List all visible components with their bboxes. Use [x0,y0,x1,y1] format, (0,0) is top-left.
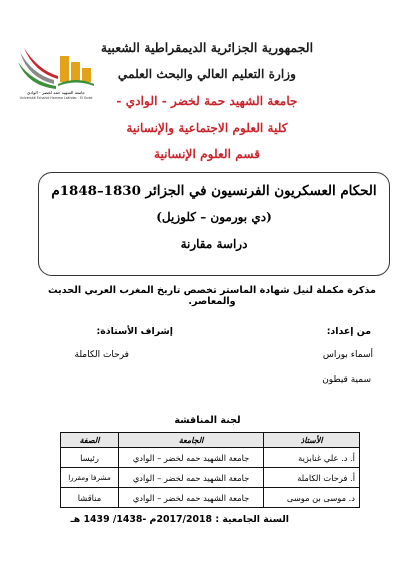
member-name: أ. د. علي غنابزية [264,448,360,468]
logo-text-ar: جامعة الشهيد حمه لخضر - الوادي [26,90,86,95]
member-name: د. موسى بن موسى [264,488,360,508]
academic-year [71,514,289,525]
thesis-title-box [38,172,390,276]
committee-header-row [61,433,360,448]
thesis-title: الحكام العسكريون الفرنسيون في الجزائر 1830–1848م [51,183,377,199]
table-row [61,488,360,508]
member-role: رئيسا [61,448,119,468]
logo-text-fr: Université Echahid Hamma Lakhdar - El Oued [19,96,93,100]
committee-title: لجنة المناقشة [174,415,241,426]
member-role: مناقشا [61,488,119,508]
member-role: مشرفا ومقررا [61,468,119,488]
academic-year-value: 2017/2018م -1438/ 1439 هـ [70,514,213,525]
supervisor-name: فرحات الكاملة [74,350,129,360]
header-university: الجامعة [118,433,263,448]
student-name: أسماء بوراس [322,350,373,360]
member-university: جامعة الشهيد حمه لخضر – الوادي [118,448,263,468]
university-line: جامعة الشهيد حمة لخضر - الوادي - [116,94,298,108]
faculty-line: كلية العلوم الاجتماعية والإنسانية [126,121,288,135]
table-row [61,448,360,468]
committee-table [60,432,360,508]
supervisor-label: إشراف الأستاذة: [96,326,173,337]
degree-note: مذكرة مكملة لنيل شهادة الماستر تخصص تاريخ المغرب العربي الحديث والمعاصر. [48,285,376,307]
department-line: قسم العلوم الإنسانية [153,147,261,161]
member-university: جامعة الشهيد حمه لخضر – الوادي [118,468,263,488]
student-name: سمية قيطون [322,375,371,385]
ministry-line: وزارة التعليم العالي والبحث العلمي [117,67,297,81]
republic-line: الجمهورية الجزائرية الديمقراطية الشعبية [100,40,314,55]
header-role: الصفة [61,433,119,448]
member-university: جامعة الشهيد حمه لخضر – الوادي [118,488,263,508]
member-name: أ. فرحات الكاملة [264,468,360,488]
table-row [61,468,360,488]
prepared-by-label: من إعداد: [326,326,371,337]
thesis-subtitle: (دي بورمون – كلوزيل) [156,210,272,224]
header-professor: الأستاذ [264,433,360,448]
study-type: دراسة مقارنة [180,237,248,251]
academic-year-label: السنة الجامعية : [215,514,289,525]
